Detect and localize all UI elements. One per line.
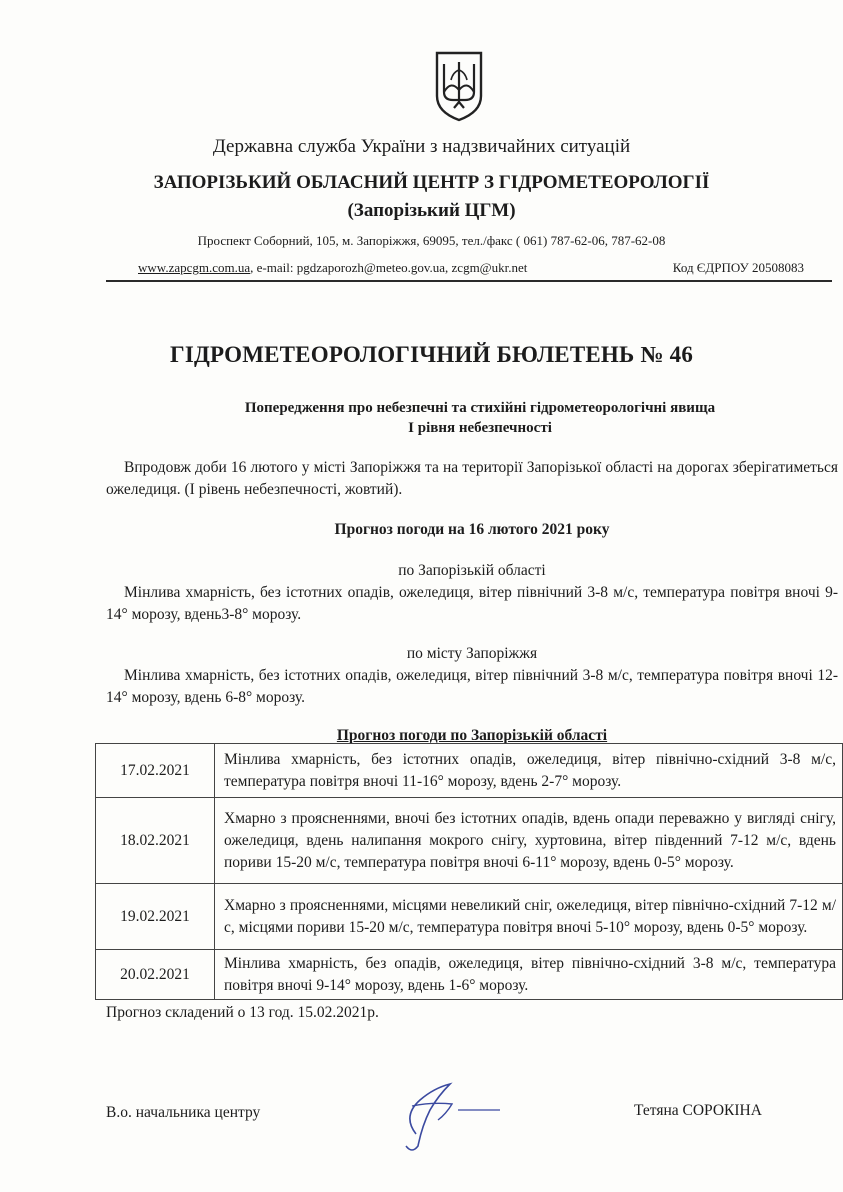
table-row [96,950,843,1000]
table-row [96,884,843,950]
address-line: Проспект Соборний, 105, м. Запоріжжя, 69095, тел./факс ( 061) 787-62-06, 787-62-08 [197,233,666,248]
forecast-table [95,743,843,1000]
row-date: 18.02.2021 [96,798,215,884]
row-forecast-text: Хмарно з проясненнями, вночі без істотних опадів, вдень опади переважно у вигляді снігу, ожеледиця, вдень налипання мокрого снігу, хуртовина, вітер південний 7-12 м/с, вдень пориви 15-20 м/с, температура повітря вночі 6-11° морозу, вдень 0-5° морозу. [215,798,843,884]
region-label: по Запорізькій області [398,562,546,579]
compiled-note: Прогноз складений о 13 год. 15.02.2021р. [106,1004,379,1021]
table-row [96,744,843,798]
handwritten-signature-icon [372,1076,502,1156]
agency-name: Державна служба України з надзвичайних ситуацій [212,136,631,157]
signer-role: В.о. начальника центру [106,1104,261,1121]
row-date: 19.02.2021 [96,884,215,950]
warning-text: Впродовж доби 16 лютого у місті Запоріжжя та на території Запорізької області на дорогах зберігатиметься ожеледиця. (І рівень небезпечності, жовтий). [106,459,838,498]
signer-name: Тетяна СОРОКІНА [634,1102,762,1119]
city-forecast-text: Мінлива хмарність, без істотних опадів, ожеледиця, вітер північний 3-8 м/с, температура повітря вночі 12-14° морозу, вдень 6-8° морозу. [106,667,838,706]
forecast-table-heading: Прогноз погоди по Запорізькій області [336,727,608,744]
row-forecast-text: Мінлива хмарність, без істотних опадів, ожеледиця, вітер північно-східний 3-8 м/с, температура повітря вночі 11-16° морозу, вдень 2-7° морозу. [215,744,843,798]
email-list: , e-mail: pgdzaporozh@meteo.gov.ua, zcgm@ukr.net [250,260,528,275]
row-date: 20.02.2021 [96,950,215,1000]
table-row [96,798,843,884]
region-forecast-text: Мінлива хмарність, без істотних опадів, ожеледиця, вітер північний 3-8 м/с, температура повітря вночі 9-14° морозу, вдень3-8° морозу. [106,584,838,623]
edrpou-code: Код ЄДРПОУ 20508083 [672,260,804,275]
organization-name: ЗАПОРІЗЬКИЙ ОБЛАСНИЙ ЦЕНТР З ГІДРОМЕТЕОРОЛОГІЇ [153,172,710,193]
bulletin-title: ГІДРОМЕТЕОРОЛОГІЧНИЙ БЮЛЕТЕНЬ № 46 [169,342,694,367]
row-date: 17.02.2021 [96,744,215,798]
row-forecast-text: Хмарно з проясненнями, місцями невеликий сніг, ожеледиця, вітер північно-східний 7-12 м/с, місцями пориви 15-20 м/с, температура повітря вночі 5-10° морозу, вдень 0-5° морозу. [215,884,843,950]
forecast-today-heading: Прогноз погоди на 16 лютого 2021 року [334,521,610,538]
trident-icon [433,50,485,122]
contacts-line [138,260,804,276]
warning-title-line2: І рівня небезпечності [408,420,552,436]
row-forecast-text: Мінлива хмарність, без опадів, ожеледиця, вітер північно-східний 3-8 м/с, температура повітря вночі 9-14° морозу, вдень 1-6° морозу. [215,950,843,1000]
organization-short-name: (Запорізький ЦГМ) [347,200,516,221]
city-label: по місту Запоріжжя [406,645,538,662]
warning-title-line1: Попередження про небезпечні та стихійні гідрометеорологічні явища [244,400,716,416]
website-link[interactable]: www.zapcgm.com.ua [138,260,251,275]
header-divider [106,280,832,282]
